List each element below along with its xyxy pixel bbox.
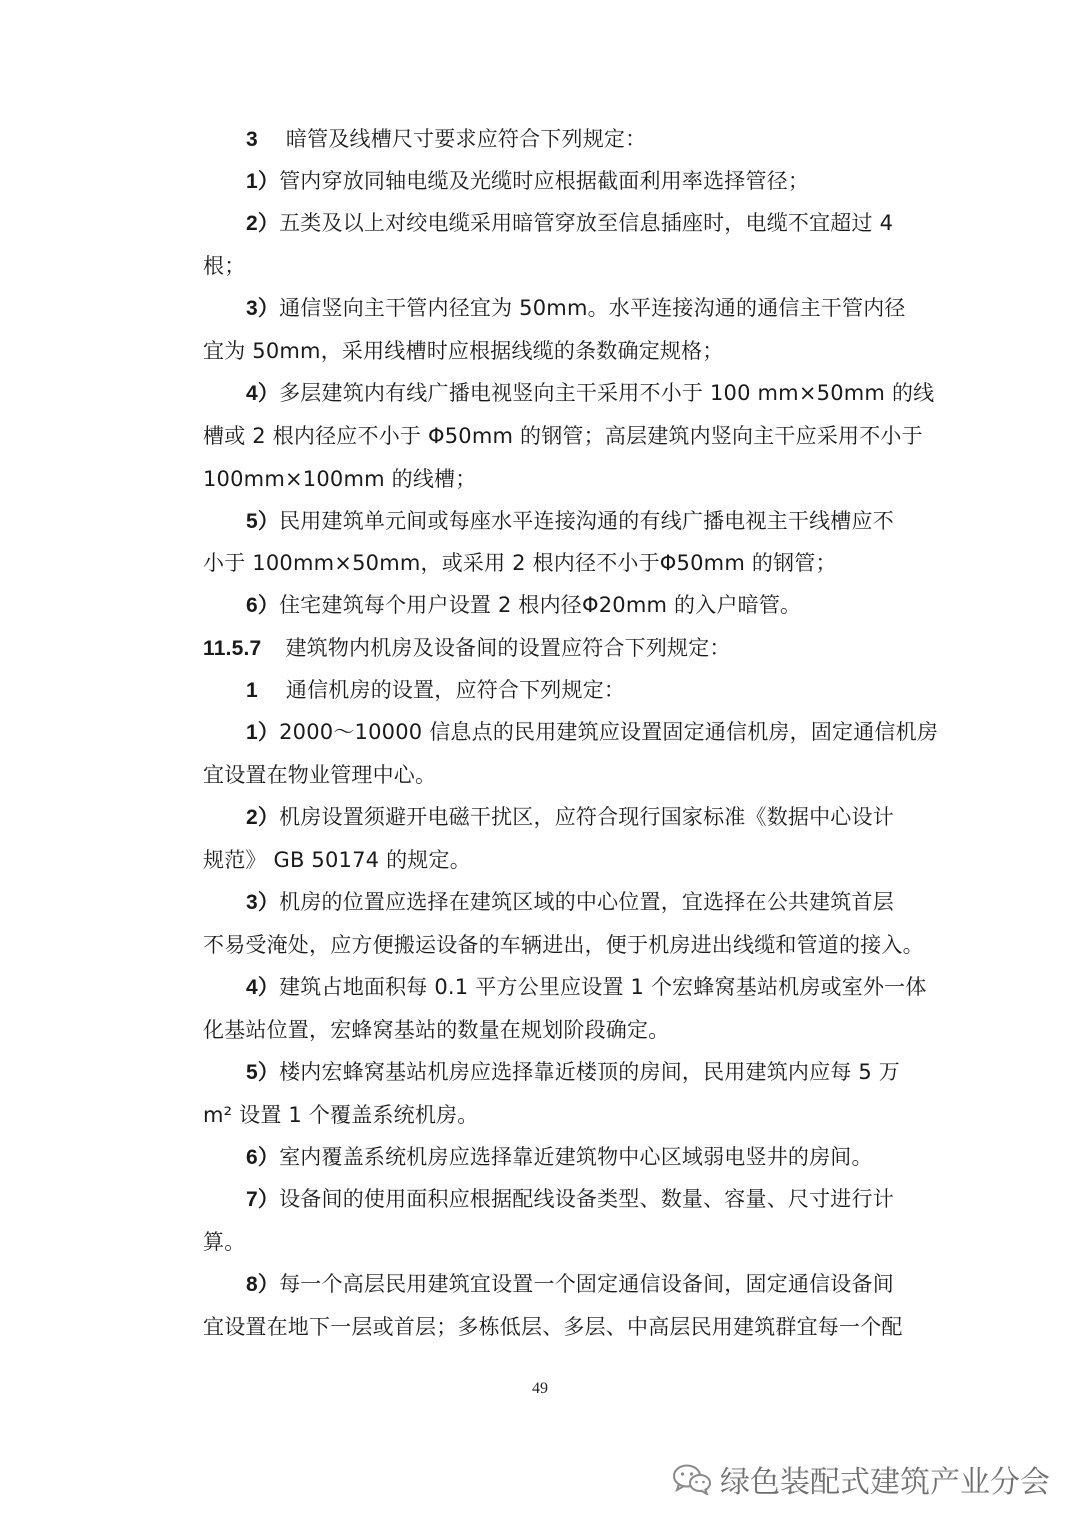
room-item-5-cont: m² 设置 1 个覆盖系统机房。 bbox=[203, 1103, 479, 1127]
clause-11-5-7: 11.5.7 建筑物内机房及设备间的设置应符合下列规定： bbox=[203, 636, 731, 660]
item-1: 1）管内穿放同轴电缆及光缆时应根据截面利用率选择管径； bbox=[246, 169, 810, 193]
item-4-cont-2: 100mm×100mm 的线槽； bbox=[203, 467, 477, 491]
item-4-cont-1: 槽或 2 根内径应不小于 Φ50mm 的钢管；高层建筑内竖向主干应采用不小于 bbox=[203, 424, 923, 448]
item-6: 6）住宅建筑每个用户设置 2 根内径Φ20mm 的入户暗管。 bbox=[246, 593, 802, 617]
room-item-1: 1）2000～10000 信息点的民用建筑应设置固定通信机房，固定通信机房 bbox=[246, 720, 939, 744]
room-item-6: 6）室内覆盖系统机房应选择靠近建筑物中心区域弱电竖井的房间。 bbox=[246, 1145, 873, 1169]
page-number: 49 bbox=[532, 1380, 548, 1397]
room-item-8-cont: 宜设置在地下一层或首层；多栋低层、多层、中高层民用建筑群宜每一个配 bbox=[203, 1315, 903, 1339]
room-item-2-cont: 规范》 GB 50174 的规定。 bbox=[203, 848, 471, 872]
clause-3-heading: 3 暗管及线槽尺寸要求应符合下列规定： bbox=[246, 127, 647, 151]
room-item-3-cont: 不易受淹处，应方便搬运设备的车辆进出，便于机房进出线缆和管道的接入。 bbox=[203, 933, 924, 957]
item-2: 2）五类及以上对绞电缆采用暗管穿放至信息插座时，电缆不宜超过 4 bbox=[246, 211, 894, 235]
room-item-7-cont: 算。 bbox=[203, 1230, 246, 1254]
room-item-4: 4）建筑占地面积每 0.1 平方公里应设置 1 个宏蜂窝基站机房或室外一体 bbox=[246, 975, 927, 999]
item-5: 5）民用建筑单元间或每座水平连接沟通的有线广播电视主干线槽应不 bbox=[246, 509, 894, 533]
item-5-cont: 小于 100mm×50mm，或采用 2 根内径不小于Φ50mm 的钢管； bbox=[203, 551, 837, 575]
room-item-5: 5）楼内宏蜂窝基站机房应选择靠近楼顶的房间，民用建筑内应每 5 万 bbox=[246, 1060, 901, 1084]
wechat-icon bbox=[672, 1463, 712, 1495]
room-item-7: 7）设备间的使用面积应根据配线设备类型、数量、容量、尺寸进行计 bbox=[246, 1187, 894, 1211]
item-3-cont: 宜为 50mm，采用线槽时应根据线缆的条数确定规格； bbox=[203, 339, 724, 363]
watermark bbox=[672, 1457, 1050, 1501]
subclause-1-heading: 1 通信机房的设置，应符合下列规定： bbox=[246, 678, 626, 702]
room-item-1-cont: 宜设置在物业管理中心。 bbox=[203, 763, 437, 787]
item-3: 3）通信竖向主干管内径宜为 50mm。水平连接沟通的通信主干管内径 bbox=[246, 296, 906, 320]
item-4: 4）多层建筑内有线广播电视竖向主干采用不小于 100 mm×50mm 的线 bbox=[246, 381, 935, 405]
room-item-4-cont: 化基站位置，宏蜂窝基站的数量在规划阶段确定。 bbox=[203, 1018, 670, 1042]
room-item-8: 8）每一个高层民用建筑宜设置一个固定通信设备间，固定通信设备间 bbox=[246, 1272, 894, 1296]
watermark-text: 绿色装配式建筑产业分会 bbox=[720, 1465, 1050, 1500]
room-item-2: 2）机房设置须避开电磁干扰区，应符合现行国家标准《数据中心设计 bbox=[246, 805, 894, 829]
item-2-cont: 根； bbox=[203, 254, 246, 278]
room-item-3: 3）机房的位置应选择在建筑区域的中心位置，宜选择在公共建筑首层 bbox=[246, 890, 894, 914]
